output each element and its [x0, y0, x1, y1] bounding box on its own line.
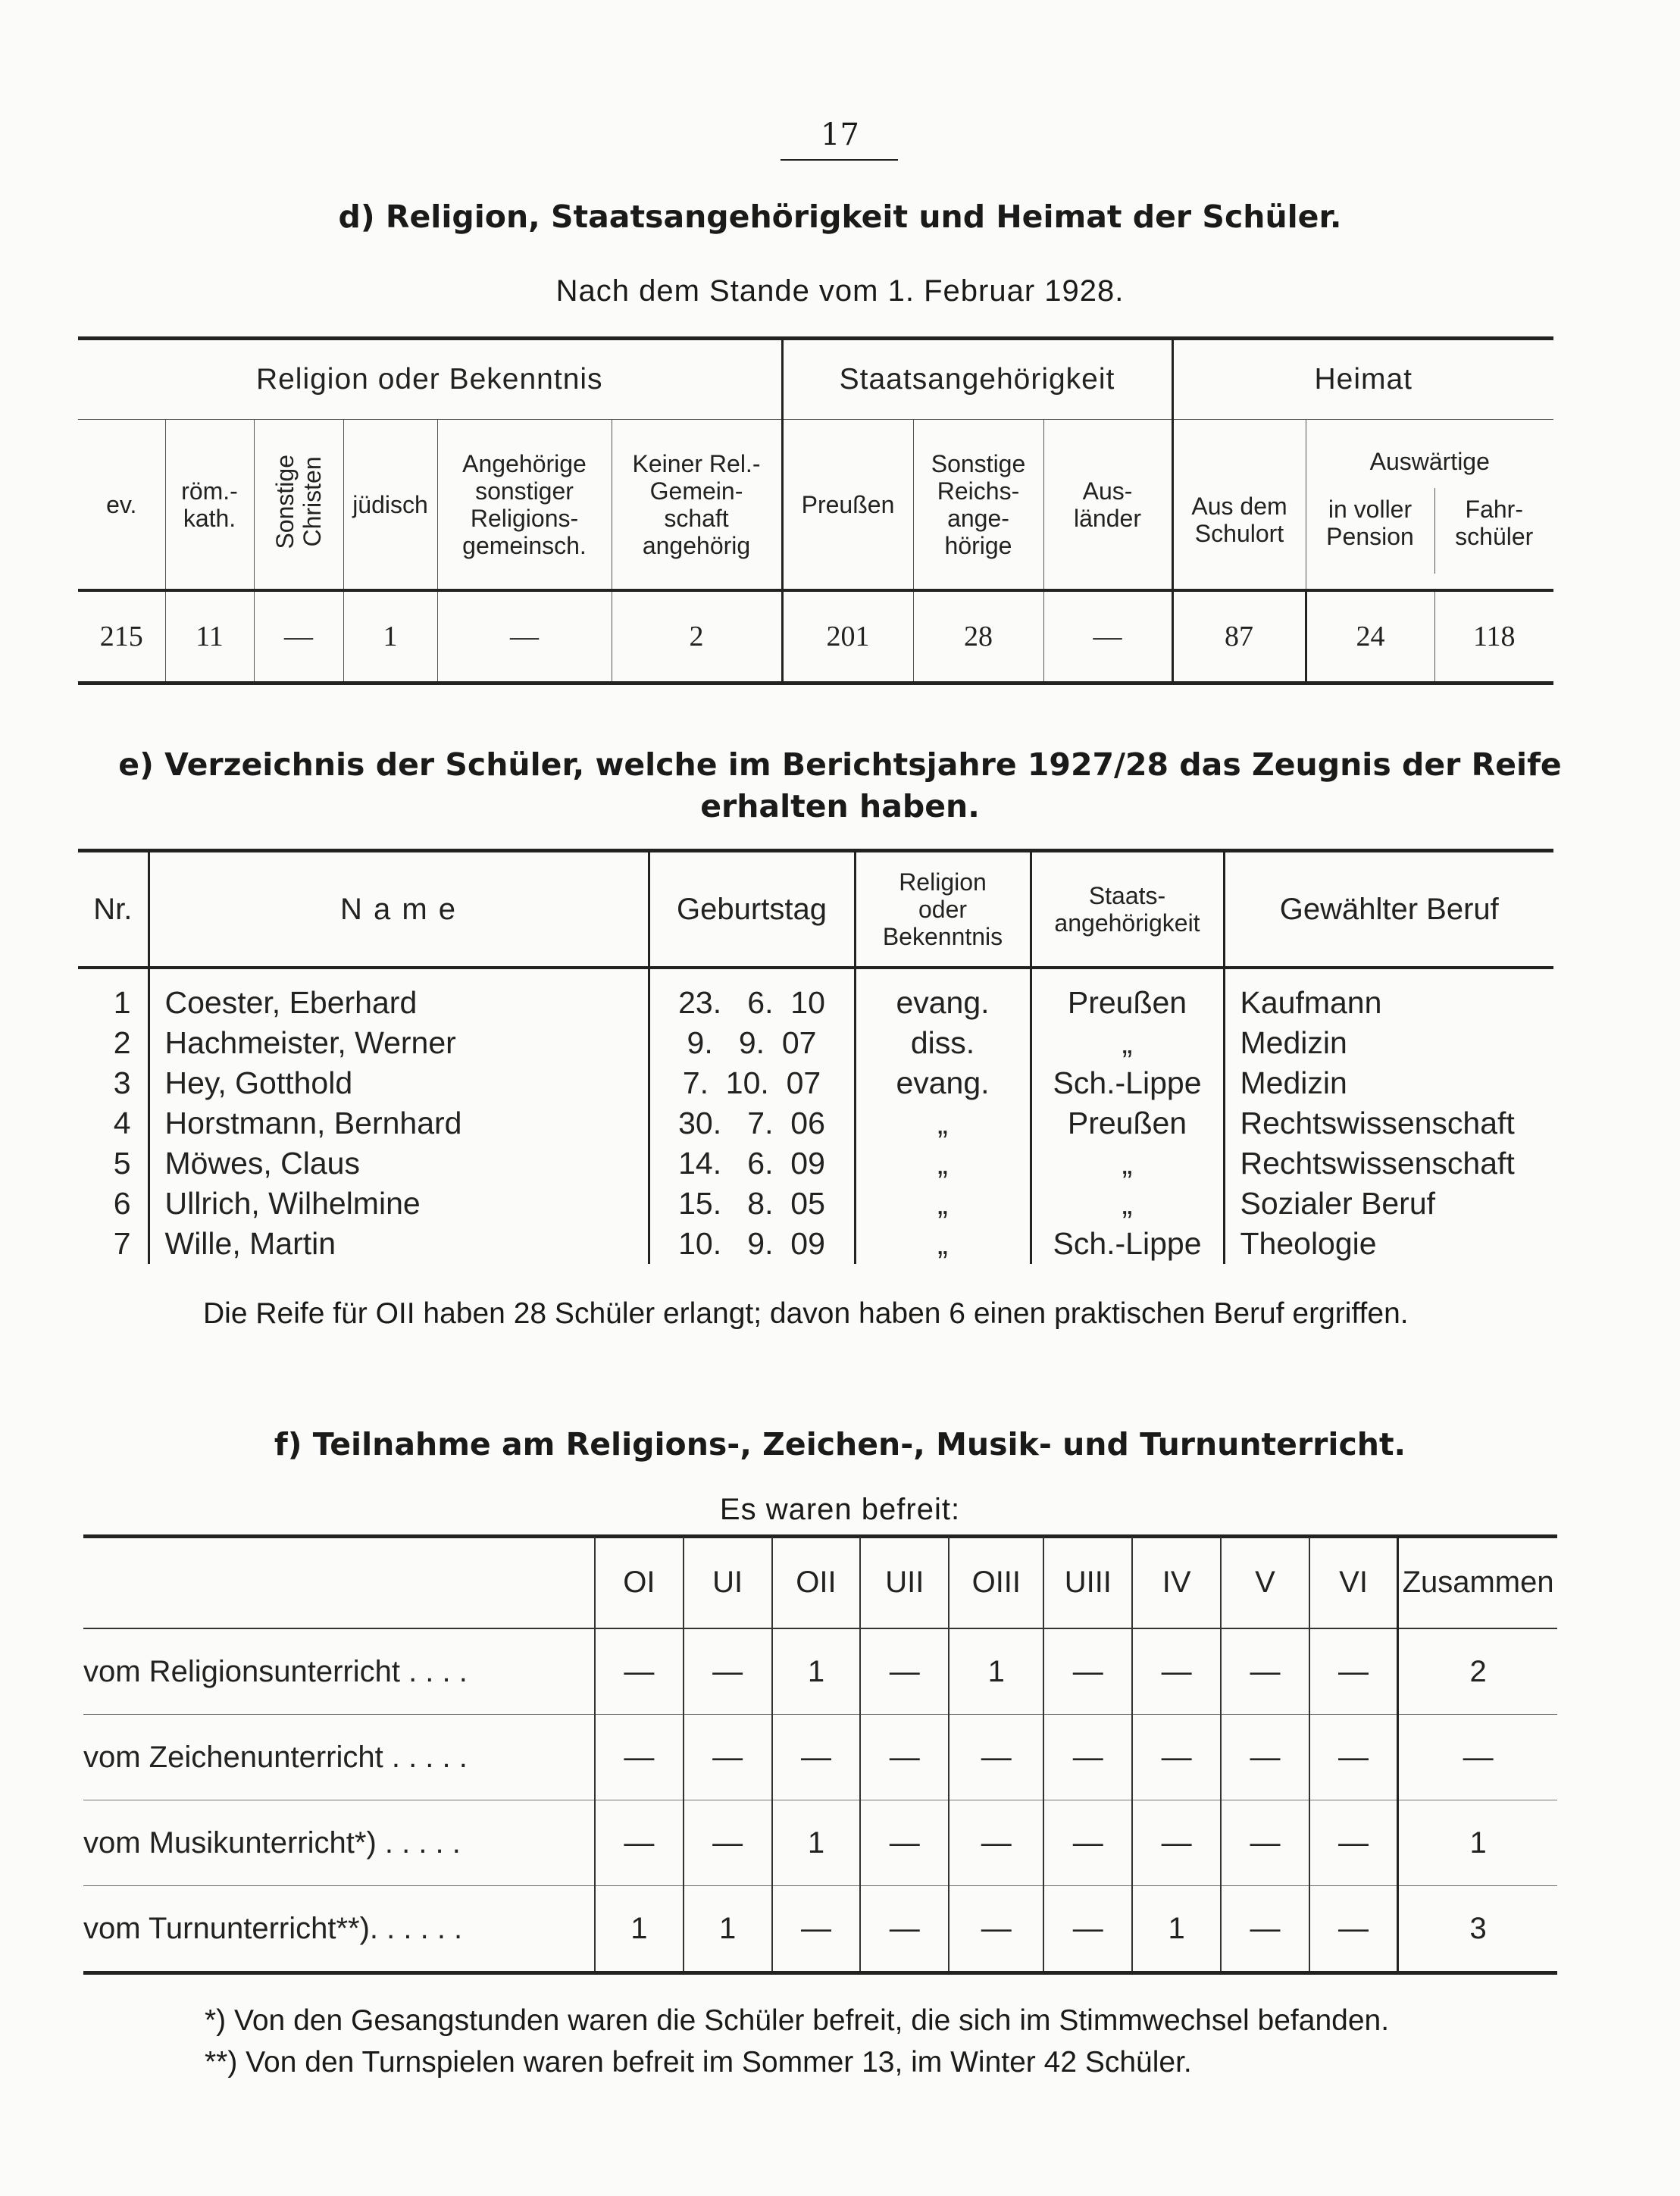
- table-row: 7 Wille, Martin 10. 9. 09 „ Sch.-Lippe Theologie: [78, 1224, 1553, 1264]
- reife-table: [78, 852, 1553, 1264]
- col-religion: Religion oder Bekenntnis: [855, 852, 1031, 968]
- col-uii: UII: [860, 1537, 949, 1628]
- val-pension: 24: [1306, 590, 1434, 684]
- col-sonstige-christen: Sonstige Christen: [271, 454, 326, 549]
- col-auslaender: Aus- länder: [1043, 420, 1172, 591]
- section-d-subheading: Nach dem Stande vom 1. Februar 1928.: [555, 274, 1125, 308]
- col-v: V: [1221, 1537, 1309, 1628]
- val-ev: 215: [78, 590, 165, 684]
- val-jued: 1: [343, 590, 437, 684]
- page-number-rule: [781, 159, 898, 161]
- group-heimat: Heimat: [1314, 362, 1413, 396]
- col-vi: VI: [1309, 1537, 1398, 1628]
- col-geburtstag: Geburtstag: [649, 852, 855, 968]
- col-nr: Nr.: [78, 852, 149, 968]
- val-reichs: 28: [913, 590, 1043, 684]
- col-ev: ev.: [78, 420, 165, 591]
- val-angeh: —: [437, 590, 612, 684]
- val-sonst: —: [254, 590, 343, 684]
- table-row: 1 Coester, Eberhard 23. 6. 10 evang. Preußen Kaufmann: [78, 968, 1553, 1023]
- val-keiner: 2: [612, 590, 782, 684]
- col-name: N a m e: [149, 852, 649, 968]
- val-ausl: —: [1043, 590, 1172, 684]
- col-uiii: UIII: [1043, 1537, 1132, 1628]
- table-row: 6 Ullrich, Wilhelmine 15. 8. 05 „ „ Sozialer Beruf: [78, 1184, 1553, 1224]
- table-row: vom Zeichenunterricht . . . . . — — — — — — — — — —: [83, 1715, 1557, 1800]
- col-zusammen: Zusammen: [1402, 1565, 1554, 1599]
- val-fahr: 118: [1472, 621, 1516, 652]
- col-beruf: Gewählter Beruf: [1279, 892, 1499, 926]
- col-oiii: OIII: [949, 1537, 1043, 1628]
- section-f-subheading: Es waren befreit:: [719, 1493, 961, 1526]
- table-row: 5 Möwes, Claus 14. 6. 09 „ „ Rechtswissenschaft: [78, 1143, 1553, 1184]
- section-e-heading-line1: e) Verzeichnis der Schüler, welche im Berichtsjahre 1927/28 das Zeugnis der Reife: [118, 746, 1562, 783]
- col-reichsangehoerige: Sonstige Reichs- ange- hörige: [913, 420, 1043, 591]
- col-staatsangehoerigkeit: Staats- angehörigkeit: [1031, 852, 1224, 968]
- col-fahrschueler: Fahr- schüler: [1455, 496, 1534, 550]
- col-juedisch: jüdisch: [343, 420, 437, 591]
- page-number: 17: [821, 117, 859, 152]
- col-roem-kath: röm.- kath.: [165, 420, 254, 591]
- val-preussen: 201: [782, 590, 913, 684]
- val-schulort: 87: [1172, 590, 1306, 684]
- col-keiner-rel: Keiner Rel.- Gemein- schaft angehörig: [612, 420, 782, 591]
- col-angehoerige: Angehörige sonstiger Religions- gemeinsch.: [437, 420, 612, 591]
- col-auswaertige: Auswärtige: [1369, 448, 1490, 475]
- col-preussen: Preußen: [782, 420, 913, 591]
- table-row: 2 Hachmeister, Werner 9. 9. 07 diss. „ Medizin: [78, 1023, 1553, 1063]
- col-ui: UI: [684, 1537, 772, 1628]
- group-religion: Religion oder Bekenntnis: [78, 339, 782, 420]
- religion-table: [78, 339, 1553, 685]
- table-row: 4 Horstmann, Bernhard 30. 7. 06 „ Preußen Rechtswissenschaft: [78, 1103, 1553, 1143]
- col-pension: in voller Pension: [1306, 488, 1435, 574]
- footnote-2: **) Von den Turnspielen waren befreit im Sommer 13, im Winter 42 Schüler.: [205, 2046, 1192, 2079]
- section-d-heading: d) Religion, Staatsangehörigkeit und Heimat der Schüler.: [338, 199, 1342, 235]
- footnote-1: *) Von den Gesangstunden waren die Schüler befreit, die sich im Stimmwechsel befanden.: [205, 2004, 1390, 2037]
- table-row: 3 Hey, Gotthold 7. 10. 07 evang. Sch.-Lippe Medizin: [78, 1063, 1553, 1103]
- table-row: vom Turnunterricht**). . . . . . 1 1 — — — — 1 — — 3: [83, 1886, 1557, 1973]
- section-e-heading-line2: erhalten haben.: [700, 788, 980, 824]
- group-staat: Staatsangehörigkeit: [782, 339, 1172, 420]
- col-oi: OI: [595, 1537, 684, 1628]
- befreit-table: [83, 1537, 1557, 1975]
- col-oii: OII: [772, 1537, 861, 1628]
- col-iv: IV: [1132, 1537, 1221, 1628]
- section-f-heading: f) Teilnahme am Religions-, Zeichen-, Musik- und Turnunterricht.: [274, 1426, 1406, 1462]
- table-row: vom Musikunterricht*) . . . . . — — 1 — — — — — — 1: [83, 1800, 1557, 1886]
- table-row: vom Religionsunterricht . . . . — — 1 — 1 — — — — 2: [83, 1628, 1557, 1715]
- val-roem: 11: [165, 590, 254, 684]
- col-schulort: Aus dem Schulort: [1172, 420, 1306, 591]
- reife-note: Die Reife für OII haben 28 Schüler erlangt; davon haben 6 einen praktischen Beruf ergriffen.: [203, 1297, 1409, 1330]
